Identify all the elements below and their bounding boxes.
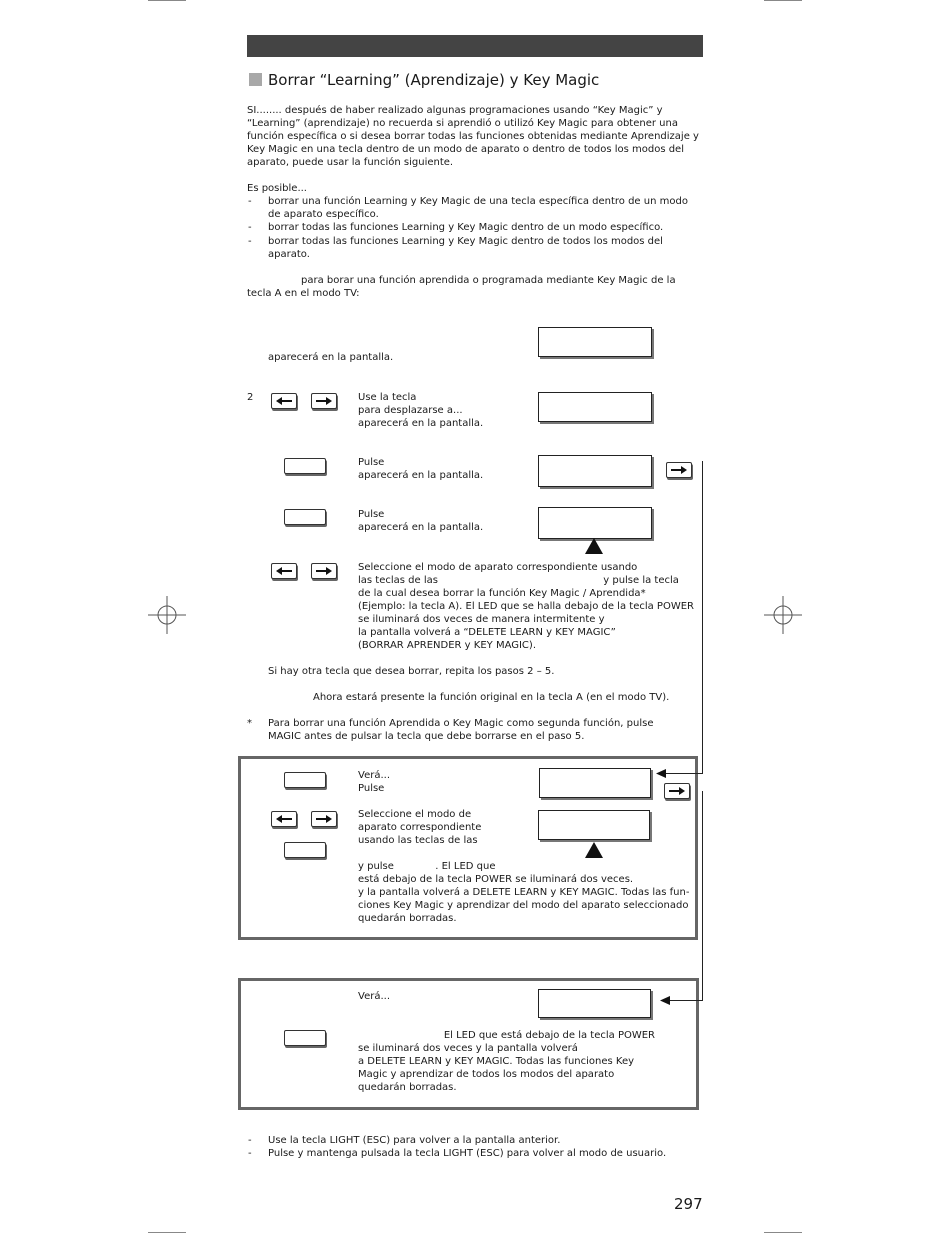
left-arrow-key-icon: [271, 811, 297, 827]
step3-line: aparecerá en la pantalla.: [358, 470, 484, 481]
option-bullet: -: [248, 236, 252, 247]
right-arrow-key-icon: [311, 393, 337, 409]
intro-line: aparato, puede usar la función siguiente.: [247, 157, 454, 168]
option-line: borrar todas las funciones Learning y Key Magic dentro de un modo específico.: [268, 222, 664, 233]
page-title: Borrar “Learning” (Aprendizaje) y Key Magic: [268, 71, 600, 89]
footnote-mark: *: [247, 718, 252, 729]
step1-text: aparecerá en la pantalla.: [268, 352, 394, 363]
step4-line: aparecerá en la pantalla.: [358, 522, 484, 533]
box1-select-line: aparato correspondiente: [358, 822, 482, 833]
option-bullet: -: [248, 222, 252, 233]
connector-line: [662, 773, 703, 774]
up-pointer-icon: [585, 538, 603, 554]
page-number: 297: [674, 1195, 703, 1213]
box1-pulse: Pulse: [358, 783, 385, 794]
remote-key: [284, 458, 326, 474]
box1-line: ciones Key Magic y aprendizar del modo del aparato seleccionado: [358, 900, 689, 911]
step3-line: Pulse: [358, 457, 385, 468]
lcd-display: [538, 989, 651, 1018]
step5-line: de la cual desea borrar la función Key Magic / Aprendida*: [358, 588, 646, 599]
example-line: tecla A en el modo TV:: [247, 288, 360, 299]
box2-line: El LED que está debajo de la tecla POWER: [358, 1030, 656, 1041]
right-arrow-key-icon: [666, 462, 692, 478]
right-arrow-key-icon: [311, 563, 337, 579]
registration-mark-icon: [764, 596, 802, 634]
option-line: de aparato específico.: [268, 209, 379, 220]
tip-text: Use la tecla LIGHT (ESC) para volver a la pantalla anterior.: [268, 1135, 561, 1146]
lcd-display: [538, 455, 652, 487]
es-posible: Es posible...: [247, 183, 307, 194]
header-bar: [247, 35, 703, 57]
connector-line: [666, 1000, 703, 1001]
lcd-display: [538, 507, 652, 539]
box2-line: a DELETE LEARN y KEY MAGIC. Todas las funciones Key: [358, 1056, 635, 1067]
lcd-display: [538, 810, 650, 840]
box1-vera: Verá...: [358, 770, 390, 781]
connector-line: [702, 461, 703, 774]
step2-line: Use la tecla: [358, 392, 417, 403]
original-note: Ahora estará presente la función original en la tecla A (en el modo TV).: [313, 692, 670, 703]
option-line: borrar todas las funciones Learning y Key Magic dentro de todos los modos del: [268, 236, 663, 247]
option-line: borrar una función Learning y Key Magic de una tecla específica dentro de un modo: [268, 196, 688, 207]
remote-key: [284, 509, 326, 525]
box2-line: se iluminará dos veces y la pantalla volverá: [358, 1043, 578, 1054]
left-arrow-key-icon: [271, 563, 297, 579]
lcd-display: [538, 327, 652, 357]
intro-line: SI........ después de haber realizado algunas programaciones usando “Key Magic” y: [247, 105, 663, 116]
box1-line: está debajo de la tecla POWER se iluminará dos veces.: [358, 874, 634, 885]
left-arrow-key-icon: [271, 393, 297, 409]
arrowhead-left-icon: [660, 996, 670, 1005]
box1-line: y la pantalla volverá a DELETE LEARN y KEY MAGIC. Todas las fun-: [358, 887, 690, 898]
step-number: 2: [247, 392, 254, 403]
step5-line: se iluminará dos veces de manera intermitente y: [358, 614, 605, 625]
right-arrow-key-icon: [311, 811, 337, 827]
step2-line: aparecerá en la pantalla.: [358, 418, 484, 429]
tip-bullet: -: [248, 1135, 252, 1146]
step5-line: la pantalla volverá a “DELETE LEARN y KEY MAGIC”: [358, 627, 616, 638]
example-line: para borar una función aprendida o programada mediante Key Magic de la: [301, 275, 676, 286]
step4-line: Pulse: [358, 509, 385, 520]
step5-line: (BORRAR APRENDER y KEY MAGIC).: [358, 640, 536, 651]
intro-line: función específica o si desea borrar todas las funciones obtenidas mediante Aprendizaje y: [247, 131, 699, 142]
intro-line: “Learning” (aprendizaje) no recuerda si aprendió o utilizó Key Magic para obtener una: [247, 118, 678, 129]
repeat-note: Si hay otra tecla que desea borrar, repita los pasos 2 – 5.: [268, 666, 555, 677]
remote-key: [284, 1030, 326, 1046]
box1-line: y pulse . El LED que: [358, 861, 496, 872]
connector-line: [702, 791, 703, 1001]
option-bullet: -: [248, 196, 252, 207]
up-pointer-icon: [585, 842, 603, 858]
lcd-display: [539, 768, 651, 798]
box2-line: Magic y aprendizar de todos los modos del aparato: [358, 1069, 615, 1080]
step2-line: para desplazarse a...: [358, 405, 463, 416]
trim-mark: [148, 0, 186, 1]
box2-line: quedarán borradas.: [358, 1082, 457, 1093]
title-square-icon: [249, 73, 262, 86]
box1-line: quedarán borradas.: [358, 913, 457, 924]
remote-key: [284, 842, 326, 858]
remote-key: [284, 772, 326, 788]
step5-line: las teclas de las y pulse la tecla: [358, 575, 679, 586]
arrowhead-left-icon: [656, 769, 666, 778]
footnote-line: MAGIC antes de pulsar la tecla que debe borrarse en el paso 5.: [268, 731, 585, 742]
box1-select-line: Seleccione el modo de: [358, 809, 472, 820]
box1-select-line: usando las teclas de las: [358, 835, 478, 846]
lcd-display: [538, 392, 652, 422]
step5-line: (Ejemplo: la tecla A). El LED que se halla debajo de la tecla POWER: [358, 601, 694, 612]
tip-text: Pulse y mantenga pulsada la tecla LIGHT (ESC) para volver al modo de usuario.: [268, 1148, 667, 1159]
right-arrow-key-icon: [664, 783, 690, 799]
option-line: aparato.: [268, 249, 310, 260]
step5-line: Seleccione el modo de aparato correspondiente usando: [358, 562, 638, 573]
registration-mark-icon: [148, 596, 186, 634]
box2-vera: Verá...: [358, 991, 390, 1002]
footnote-line: Para borrar una función Aprendida o Key Magic como segunda función, pulse: [268, 718, 654, 729]
tip-bullet: -: [248, 1148, 252, 1159]
trim-mark: [764, 0, 802, 1]
intro-line: Key Magic en una tecla dentro de un modo de aparato o dentro de todos los modos del: [247, 144, 684, 155]
